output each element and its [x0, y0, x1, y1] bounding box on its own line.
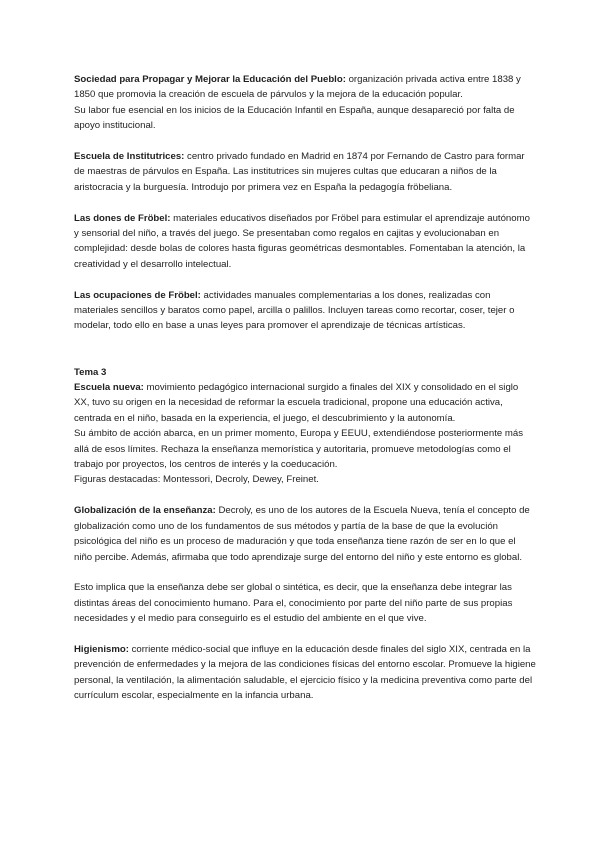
term-sociedad: Sociedad para Propagar y Mejorar la Educación del Pueblo: — [74, 74, 346, 85]
spacer — [74, 349, 536, 364]
extra-sociedad: Su labor fue esencial en los inicios de la Educación Infantil en España, aunque desapareció por falta de apoyo institucional. — [74, 104, 515, 132]
paragraph-ocupaciones — [74, 288, 536, 334]
term-institutrices: Escuela de Institutrices: — [74, 151, 185, 163]
definition-institutrices: centro privado fundado en Madrid en 1874 por Fernando de Castro para formar de maestras de párvulos en España. Las institutrices sin mujeres cultas que educaran a niños de la aristocracia y la burguesía. Introdujo por primera vez en España la pedagogía fröbeliana. — [74, 151, 525, 193]
paragraph-esto-implica: Esto implica que la enseñanza debe ser global o sintética, es decir, que la enseñanza debe integrar las distintas áreas del conocimiento humano. Para el, conocimiento por parte del niño parte de sus propias necesidades y el medio para conseguirlo es el estudio del ambiente en el que vive. — [74, 582, 513, 625]
term-higienismo: Higienismo: — [74, 643, 129, 655]
term-globalizacion: Globalización de la enseñanza: — [74, 505, 216, 517]
paragraph-escuela-nueva — [74, 380, 536, 488]
paragraph-higienismo — [74, 642, 536, 704]
section-heading-tema-3: Tema 3 — [74, 366, 107, 378]
paragraph-institutrices — [74, 149, 536, 195]
definition-escuela-nueva: movimiento pedagógico internacional surgido a finales del XIX y consolidado en el siglo XX, tuvo su origen en la necesidad de reformar la escuela tradicional, propone una educación activa, centrada en el niño, basada en la experiencia, el juego, el descubrimiento y la autonomía. — [74, 382, 519, 424]
term-escuela-nueva: Escuela nueva: — [74, 382, 144, 394]
definition-globalizacion: Decroly, es uno de los autores de la Escuela Nueva, tenía el concepto de globalización como uno de los fundamentos de sus métodos y partía de la base de que la evolución psicológica del niño es un proceso de maduración y que toda enseñanza tiene razón de ser en lo que el niño percibe. Además, afirmaba que todo aprendizaje surge del entorno del niño y este entorno es global. — [74, 505, 530, 563]
extra-escuela-nueva-figuras: Figuras destacadas: Montessori, Decroly, Dewey, Freinet. — [74, 474, 319, 486]
paragraph-sociedad — [74, 72, 536, 134]
definition-sociedad: organización privada activa entre 1838 y 1850 que promovia la creación de escuela de párvulos y la mejora de la educación popular. — [74, 74, 521, 101]
term-ocupaciones: Las ocupaciones de Fröbel: — [74, 289, 201, 301]
paragraph-globalizacion — [74, 503, 536, 565]
document-page — [74, 72, 536, 719]
term-dones: Las dones de Fröbel: — [74, 212, 171, 224]
definition-ocupaciones: actividades manuales complementarias a los dones, realizadas con materiales sencillos y baratos como papel, arcilla o palillos. Incluyen tareas como recortar, coser, tejer o modelar, todo ello en base a unas leyes para promover el aprendizaje de técnicas artísticas. — [74, 289, 515, 332]
definition-dones: materiales educativos diseñados por Fröbel para estimular el aprendizaje autónomo y sensorial del niño, a través del juego. Se presentaban como regalos en cajitas y evolucionaban en complejidad: desde bolas de colores hasta figuras geométricas desmontables. Fomentaban la atención, la creatividad y el desarrollo intelectual. — [74, 212, 530, 270]
definition-higienismo: corriente médico-social que influye en la educación desde finales del siglo XIX, centrada en la prevención de enfermedades y la mejora de las condiciones físicas del entorno escolar. Promueve la higiene personal, la ventilación, la alimentación saludable, el ejercicio físico y la medicina preventiva como parte del currículum escolar, especialmente en la infancia urbana. — [74, 643, 536, 702]
paragraph-dones — [74, 211, 536, 273]
extra-escuela-nueva-ambito: Su ámbito de acción abarca, en un primer momento, Europa y EEUU, extendiéndose posteriormente más allá de esos límites. Rechaza la enseñanza memorística y autoritaria, promueve metodologías como el trabajo por proyectos, los centros de interés y la coeducación. — [74, 428, 524, 471]
